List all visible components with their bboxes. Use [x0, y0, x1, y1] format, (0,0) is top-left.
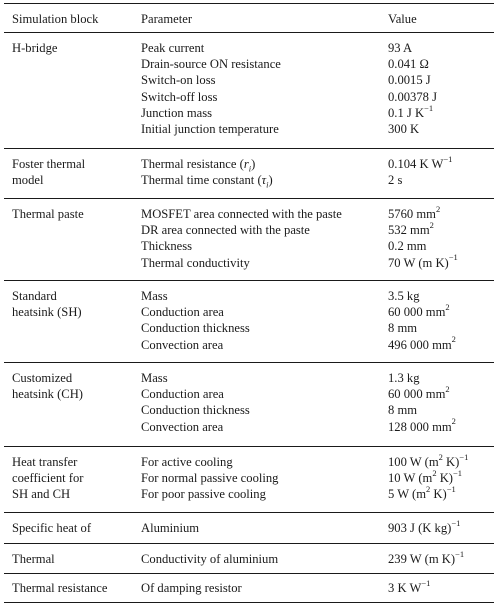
param-cell: Thermal time constant $(\tau_i)$ [141, 173, 273, 190]
param-cell: Thickness [141, 239, 193, 254]
header-value: Value [388, 12, 417, 26]
block-h-bridge: H-bridge [12, 41, 58, 55]
block-heat-transfer-coefficient: Heat transfer coefficient for SH and CH [12, 455, 84, 502]
value-cell: 10 W ($m^2$ K)$^{-1}$ [388, 468, 463, 486]
param-cell: Thermal resistance $(r_i)$ [141, 157, 256, 174]
rule-bottom [4, 602, 494, 603]
value-cell: 239 W (m K)$^{-1}$ [388, 548, 465, 566]
param-cell: Mass [141, 289, 168, 303]
value-cell: 0.104 K $W^{-1}$ [388, 153, 453, 171]
param-cell: For active cooling [141, 455, 233, 469]
params-foster [141, 156, 273, 188]
param-cell: Peak current [141, 41, 205, 55]
value-cell: 532 $mm^2$ [388, 220, 434, 238]
param-cell: Junction mass [141, 105, 213, 120]
block-thermal: Thermal [12, 552, 55, 566]
params-h-bridge [141, 40, 281, 137]
block-thermal-paste: Thermal paste [12, 207, 84, 221]
param-cell: Switch-on loss [141, 73, 216, 88]
values-thermal [388, 548, 465, 567]
param-cell: Initial junction temperature [141, 121, 279, 136]
param-cell: Conductivity of aluminium [141, 552, 279, 566]
value-cell: 0.0015 J [388, 73, 431, 88]
value-cell: 2 s [388, 173, 403, 188]
params-customized-heatsink [141, 370, 250, 435]
value-cell: 8 mm [388, 321, 418, 336]
params-thermal [141, 551, 278, 567]
param-cell: Drain-source ON resistance [141, 57, 281, 72]
params-heat-transfer [141, 454, 278, 503]
rule-section [4, 198, 494, 199]
params-thermal-paste [141, 206, 342, 271]
value-cell: 128 000 $mm^2$ [388, 416, 456, 434]
param-cell: Conduction area [141, 387, 224, 402]
rule-top [4, 3, 494, 4]
param-cell: Aluminium [141, 521, 200, 535]
values-thermal-paste [388, 203, 458, 271]
rule-section [4, 512, 494, 513]
rule-section [4, 148, 494, 149]
values-h-bridge [388, 40, 437, 137]
values-heat-transfer [388, 451, 469, 503]
param-cell: Of damping resistor [141, 581, 242, 595]
value-cell: 3 K $W^{-1}$ [388, 577, 431, 595]
value-cell: 8 mm [388, 403, 418, 418]
rule-section [4, 446, 494, 447]
values-customized-heatsink [388, 370, 456, 435]
value-cell: 3.5 kg [388, 289, 420, 303]
block-customized-heatsink: Customized heatsink (CH) [12, 371, 83, 402]
value-cell: 0.1 J $K^{-1}$ [388, 102, 434, 120]
value-cell: 93 A [388, 41, 413, 55]
param-cell: For poor passive cooling [141, 487, 266, 502]
header-parameter: Parameter [141, 12, 193, 26]
params-standard-heatsink [141, 288, 250, 353]
value-cell: 60 000 $mm^2$ [388, 384, 450, 402]
value-cell: 0.041 Ω [388, 57, 429, 72]
param-cell: DR area connected with the paste [141, 223, 310, 238]
rule-section [4, 280, 494, 281]
param-cell: For normal passive cooling [141, 471, 279, 486]
values-foster [388, 153, 453, 188]
value-cell: 70 W (m K)$^{-1}$ [388, 252, 458, 270]
param-cell: Mass [141, 371, 168, 385]
value-cell: 1.3 kg [388, 371, 420, 385]
value-cell: 0.00378 J [388, 89, 437, 104]
param-cell: Convection area [141, 337, 224, 352]
values-standard-heatsink [388, 288, 456, 353]
value-cell: 903 J (K kg)$^{-1}$ [388, 517, 461, 535]
param-cell: Thermal conductivity [141, 255, 250, 270]
value-cell: 5 W ($m^2$ K)$^{-1}$ [388, 484, 456, 502]
value-cell: 496 000 $mm^2$ [388, 334, 456, 352]
value-cell: 300 K [388, 121, 420, 136]
rule-header [4, 32, 494, 33]
params-thermal-resistance [141, 580, 242, 596]
value-cell: 0.2 mm [388, 239, 427, 254]
value-cell: 60 000 $mm^2$ [388, 302, 450, 320]
rule-section [4, 573, 494, 574]
block-standard-heatsink: Standard heatsink (SH) [12, 289, 82, 320]
param-cell: Conduction thickness [141, 321, 250, 336]
value-cell: 100 W ($m^2$ K)$^{-1}$ [388, 451, 469, 469]
param-cell: Switch-off loss [141, 89, 218, 104]
param-cell: MOSFET area connected with the paste [141, 207, 342, 221]
header-simulation-block: Simulation block [12, 12, 99, 26]
values-specific-heat [388, 517, 461, 536]
value-cell: 5760 $mm^2$ [388, 203, 441, 221]
block-foster-thermal-model: Foster thermal model [12, 157, 86, 188]
rule-section [4, 362, 494, 363]
block-specific-heat: Specific heat of [12, 521, 92, 535]
block-thermal-resistance: Thermal resistance [12, 581, 108, 595]
param-cell: Conduction area [141, 305, 224, 320]
param-cell: Conduction thickness [141, 403, 250, 418]
values-thermal-resistance [388, 577, 431, 596]
params-specific-heat [141, 520, 199, 536]
rule-section [4, 543, 494, 544]
param-cell: Convection area [141, 419, 224, 434]
